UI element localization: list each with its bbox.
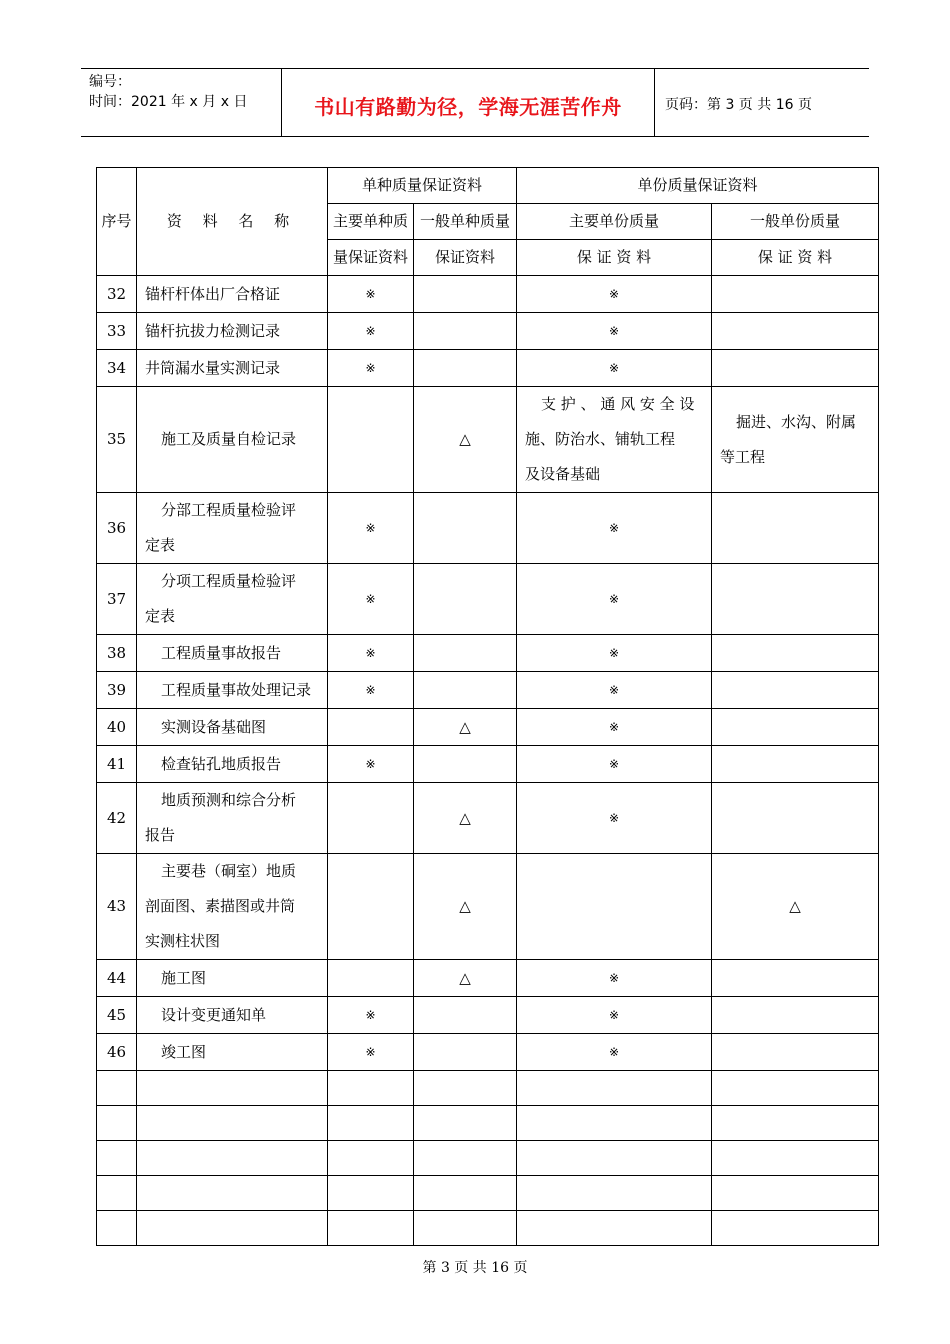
row-number: 34 [97, 350, 137, 387]
empty-cell [328, 1071, 414, 1106]
document-name: 工程质量事故报告 [137, 635, 328, 672]
required-mark: ※ [365, 1045, 376, 1059]
document-name: 设计变更通知单 [137, 997, 328, 1034]
optional-mark: △ [459, 430, 471, 448]
header-motto: 书山有路勤为径，学海无涯苦作舟 [314, 95, 622, 119]
row-number: 35 [97, 387, 137, 493]
row-number: 36 [97, 493, 137, 564]
table-row [97, 635, 879, 672]
table-row [97, 709, 879, 746]
header-single-main-line1: 主要单种质 [328, 204, 414, 240]
table-row [97, 854, 879, 960]
empty-cell [97, 1071, 137, 1106]
single-main-cell [328, 313, 414, 350]
header-page-cell [655, 69, 869, 136]
single-general-cell [414, 564, 517, 635]
empty-cell [137, 1176, 328, 1211]
row-number: 38 [97, 635, 137, 672]
unit-general-cell [712, 709, 879, 746]
document-name: 实测设备基础图 [137, 709, 328, 746]
document-name: 施工及质量自检记录 [137, 387, 328, 493]
required-mark: ※ [365, 1008, 376, 1022]
unit-main-cell [517, 635, 712, 672]
empty-row [97, 1141, 879, 1176]
required-mark: ※ [608, 521, 620, 535]
single-general-cell [414, 635, 517, 672]
document-name: 竣工图 [137, 1034, 328, 1071]
unit-general-cell [712, 276, 879, 313]
row-number: 43 [97, 854, 137, 960]
table-row [97, 313, 879, 350]
empty-row [97, 1211, 879, 1246]
empty-cell [97, 1176, 137, 1211]
table-row [97, 387, 879, 493]
required-mark: ※ [365, 361, 376, 375]
unit-main-line: 施、防治水、铺轨工程 [525, 430, 676, 448]
required-mark: ※ [365, 592, 376, 606]
table-row [97, 350, 879, 387]
unit-main-cell [517, 709, 712, 746]
document-name [137, 783, 328, 854]
unit-general-cell [712, 783, 879, 854]
required-mark: ※ [365, 324, 376, 338]
unit-main-line: 及设备基础 [525, 465, 601, 483]
unit-general-cell [712, 493, 879, 564]
table-row [97, 960, 879, 997]
table-row [97, 493, 879, 564]
empty-cell [97, 1141, 137, 1176]
empty-cell [712, 1176, 879, 1211]
empty-cell [137, 1106, 328, 1141]
empty-cell [97, 1106, 137, 1141]
required-mark: ※ [365, 521, 376, 535]
single-general-cell [414, 493, 517, 564]
document-name: 锚杆杆体出厂合格证 [137, 276, 328, 313]
table-row [97, 997, 879, 1034]
header-single-group: 单种质量保证资料 [328, 168, 517, 204]
document-number: 编号： [89, 74, 131, 90]
unit-general-cell [712, 1034, 879, 1071]
single-main-cell [328, 276, 414, 313]
single-general-cell [414, 313, 517, 350]
unit-main-cell [517, 313, 712, 350]
single-main-cell [328, 746, 414, 783]
required-mark: ※ [608, 324, 620, 338]
optional-mark: △ [459, 717, 471, 736]
table-row [97, 564, 879, 635]
unit-general-cell [712, 350, 879, 387]
unit-main-cell [517, 387, 712, 493]
unit-general-cell [712, 854, 879, 960]
unit-general-cell [712, 635, 879, 672]
header-unit-main-line1: 主要单份质量 [517, 204, 712, 240]
table-row [97, 746, 879, 783]
single-main-cell [328, 709, 414, 746]
header-name: 资 料 名 称 [137, 168, 328, 276]
row-number: 42 [97, 783, 137, 854]
document-name-line: 分部工程质量检验评 [161, 501, 297, 519]
single-main-cell [328, 387, 414, 493]
single-general-cell [414, 997, 517, 1034]
document-name-line: 报告 [145, 826, 176, 844]
unit-main-cell [517, 672, 712, 709]
row-number: 46 [97, 1034, 137, 1071]
single-main-cell [328, 997, 414, 1034]
page-footer: 第 3 页 共 16 页 [422, 1260, 528, 1276]
required-mark: ※ [608, 287, 620, 301]
header-single-general-line2: 保证资料 [414, 240, 517, 276]
table-row [97, 276, 879, 313]
document-name: 井筒漏水量实测记录 [137, 350, 328, 387]
quality-document-table [96, 167, 879, 1246]
single-main-cell [328, 564, 414, 635]
required-mark: ※ [365, 287, 376, 301]
empty-cell [137, 1071, 328, 1106]
optional-mark: △ [459, 968, 471, 987]
unit-main-cell [517, 276, 712, 313]
required-mark: ※ [365, 646, 376, 660]
row-number: 37 [97, 564, 137, 635]
document-header [81, 68, 869, 137]
document-name-line: 分项工程质量检验评 [161, 572, 297, 590]
empty-cell [712, 1141, 879, 1176]
unit-general-cell [712, 387, 879, 493]
empty-cell [328, 1211, 414, 1246]
required-mark: ※ [608, 720, 620, 734]
document-name [137, 493, 328, 564]
unit-general-cell [712, 564, 879, 635]
single-general-cell [414, 783, 517, 854]
single-main-cell [328, 493, 414, 564]
single-general-cell [414, 350, 517, 387]
single-general-cell [414, 746, 517, 783]
empty-row [97, 1106, 879, 1141]
empty-cell [414, 1176, 517, 1211]
document-date: 时间：2021 年 x 月 x 日 [89, 94, 248, 110]
unit-main-cell [517, 746, 712, 783]
empty-cell [328, 1106, 414, 1141]
single-main-cell [328, 350, 414, 387]
single-main-cell [328, 672, 414, 709]
required-mark: ※ [365, 757, 376, 771]
row-number: 41 [97, 746, 137, 783]
table-body [97, 168, 879, 1246]
empty-cell [712, 1106, 879, 1141]
header-motto-cell [282, 69, 655, 136]
required-mark: ※ [365, 683, 376, 697]
header-seq: 序号 [97, 168, 137, 276]
single-general-cell [414, 672, 517, 709]
empty-cell [414, 1071, 517, 1106]
row-number: 44 [97, 960, 137, 997]
row-number: 33 [97, 313, 137, 350]
single-general-cell [414, 960, 517, 997]
table-row [97, 1034, 879, 1071]
required-mark: ※ [608, 971, 620, 985]
unit-main-cell [517, 493, 712, 564]
document-name-line: 定表 [145, 607, 176, 625]
row-number: 45 [97, 997, 137, 1034]
header-single-general-line1: 一般单种质量 [414, 204, 517, 240]
document-name [137, 564, 328, 635]
empty-cell [517, 1106, 712, 1141]
unit-general-line: 掘进、水沟、附属 [736, 412, 857, 431]
document-name-line: 定表 [145, 536, 176, 554]
document-name [137, 854, 328, 960]
empty-cell [97, 1211, 137, 1246]
single-general-cell [414, 1034, 517, 1071]
document-name: 施工图 [137, 960, 328, 997]
empty-cell [414, 1106, 517, 1141]
empty-cell [712, 1211, 879, 1246]
single-main-cell [328, 960, 414, 997]
unit-main-cell [517, 783, 712, 854]
optional-mark: △ [459, 808, 471, 827]
required-mark: ※ [608, 1045, 620, 1059]
unit-main-cell [517, 997, 712, 1034]
optional-mark: △ [789, 897, 801, 915]
unit-general-cell [712, 960, 879, 997]
table-row [97, 783, 879, 854]
empty-cell [712, 1071, 879, 1106]
unit-general-cell [712, 997, 879, 1034]
document-name-line: 实测柱状图 [145, 932, 221, 950]
empty-cell [517, 1071, 712, 1106]
empty-cell [328, 1176, 414, 1211]
single-main-cell [328, 783, 414, 854]
row-number: 39 [97, 672, 137, 709]
required-mark: ※ [608, 592, 620, 606]
unit-main-cell [517, 960, 712, 997]
empty-cell [517, 1211, 712, 1246]
required-mark: ※ [608, 361, 620, 375]
header-unit-general-line1: 一般单份质量 [712, 204, 879, 240]
document-name: 工程质量事故处理记录 [137, 672, 328, 709]
empty-row [97, 1071, 879, 1106]
document-name-line: 主要巷（硐室）地质 [161, 862, 297, 880]
header-unit-group: 单份质量保证资料 [517, 168, 879, 204]
required-mark: ※ [608, 683, 620, 697]
header-page-number: 页码：第 3 页 共 16 页 [665, 97, 812, 113]
unit-main-cell [517, 854, 712, 960]
empty-cell [517, 1176, 712, 1211]
document-name-line: 剖面图、素描图或井筒 [145, 897, 296, 915]
unit-main-line: 支 护 、 通 风 安 全 设 [541, 395, 695, 413]
unit-general-cell [712, 313, 879, 350]
document-name: 检查钻孔地质报告 [137, 746, 328, 783]
row-number: 32 [97, 276, 137, 313]
document-name-line: 地质预测和综合分析 [161, 791, 297, 809]
required-mark: ※ [608, 1008, 620, 1022]
required-mark: ※ [608, 646, 620, 660]
unit-main-cell [517, 564, 712, 635]
header-meta-cell [81, 69, 282, 136]
empty-cell [137, 1211, 328, 1246]
unit-main-cell [517, 350, 712, 387]
empty-cell [517, 1141, 712, 1176]
empty-cell [328, 1141, 414, 1176]
required-mark: ※ [608, 811, 620, 825]
header-unit-main-line2: 保 证 资 料 [517, 240, 712, 276]
header-row-groups [97, 168, 879, 204]
unit-general-cell [712, 672, 879, 709]
header-single-main-line2: 量保证资料 [328, 240, 414, 276]
single-main-cell [328, 1034, 414, 1071]
unit-main-cell [517, 1034, 712, 1071]
table-row [97, 672, 879, 709]
empty-cell [414, 1141, 517, 1176]
unit-general-line: 等工程 [720, 447, 766, 466]
single-general-cell [414, 854, 517, 960]
document-name: 锚杆抗拔力检测记录 [137, 313, 328, 350]
unit-general-cell [712, 746, 879, 783]
empty-row [97, 1176, 879, 1211]
header-unit-general-line2: 保 证 资 料 [712, 240, 879, 276]
optional-mark: △ [459, 897, 471, 915]
row-number: 40 [97, 709, 137, 746]
required-mark: ※ [608, 757, 620, 771]
single-general-cell [414, 276, 517, 313]
empty-cell [137, 1141, 328, 1176]
single-main-cell [328, 854, 414, 960]
single-general-cell [414, 709, 517, 746]
single-general-cell [414, 387, 517, 493]
empty-cell [414, 1211, 517, 1246]
single-main-cell [328, 635, 414, 672]
